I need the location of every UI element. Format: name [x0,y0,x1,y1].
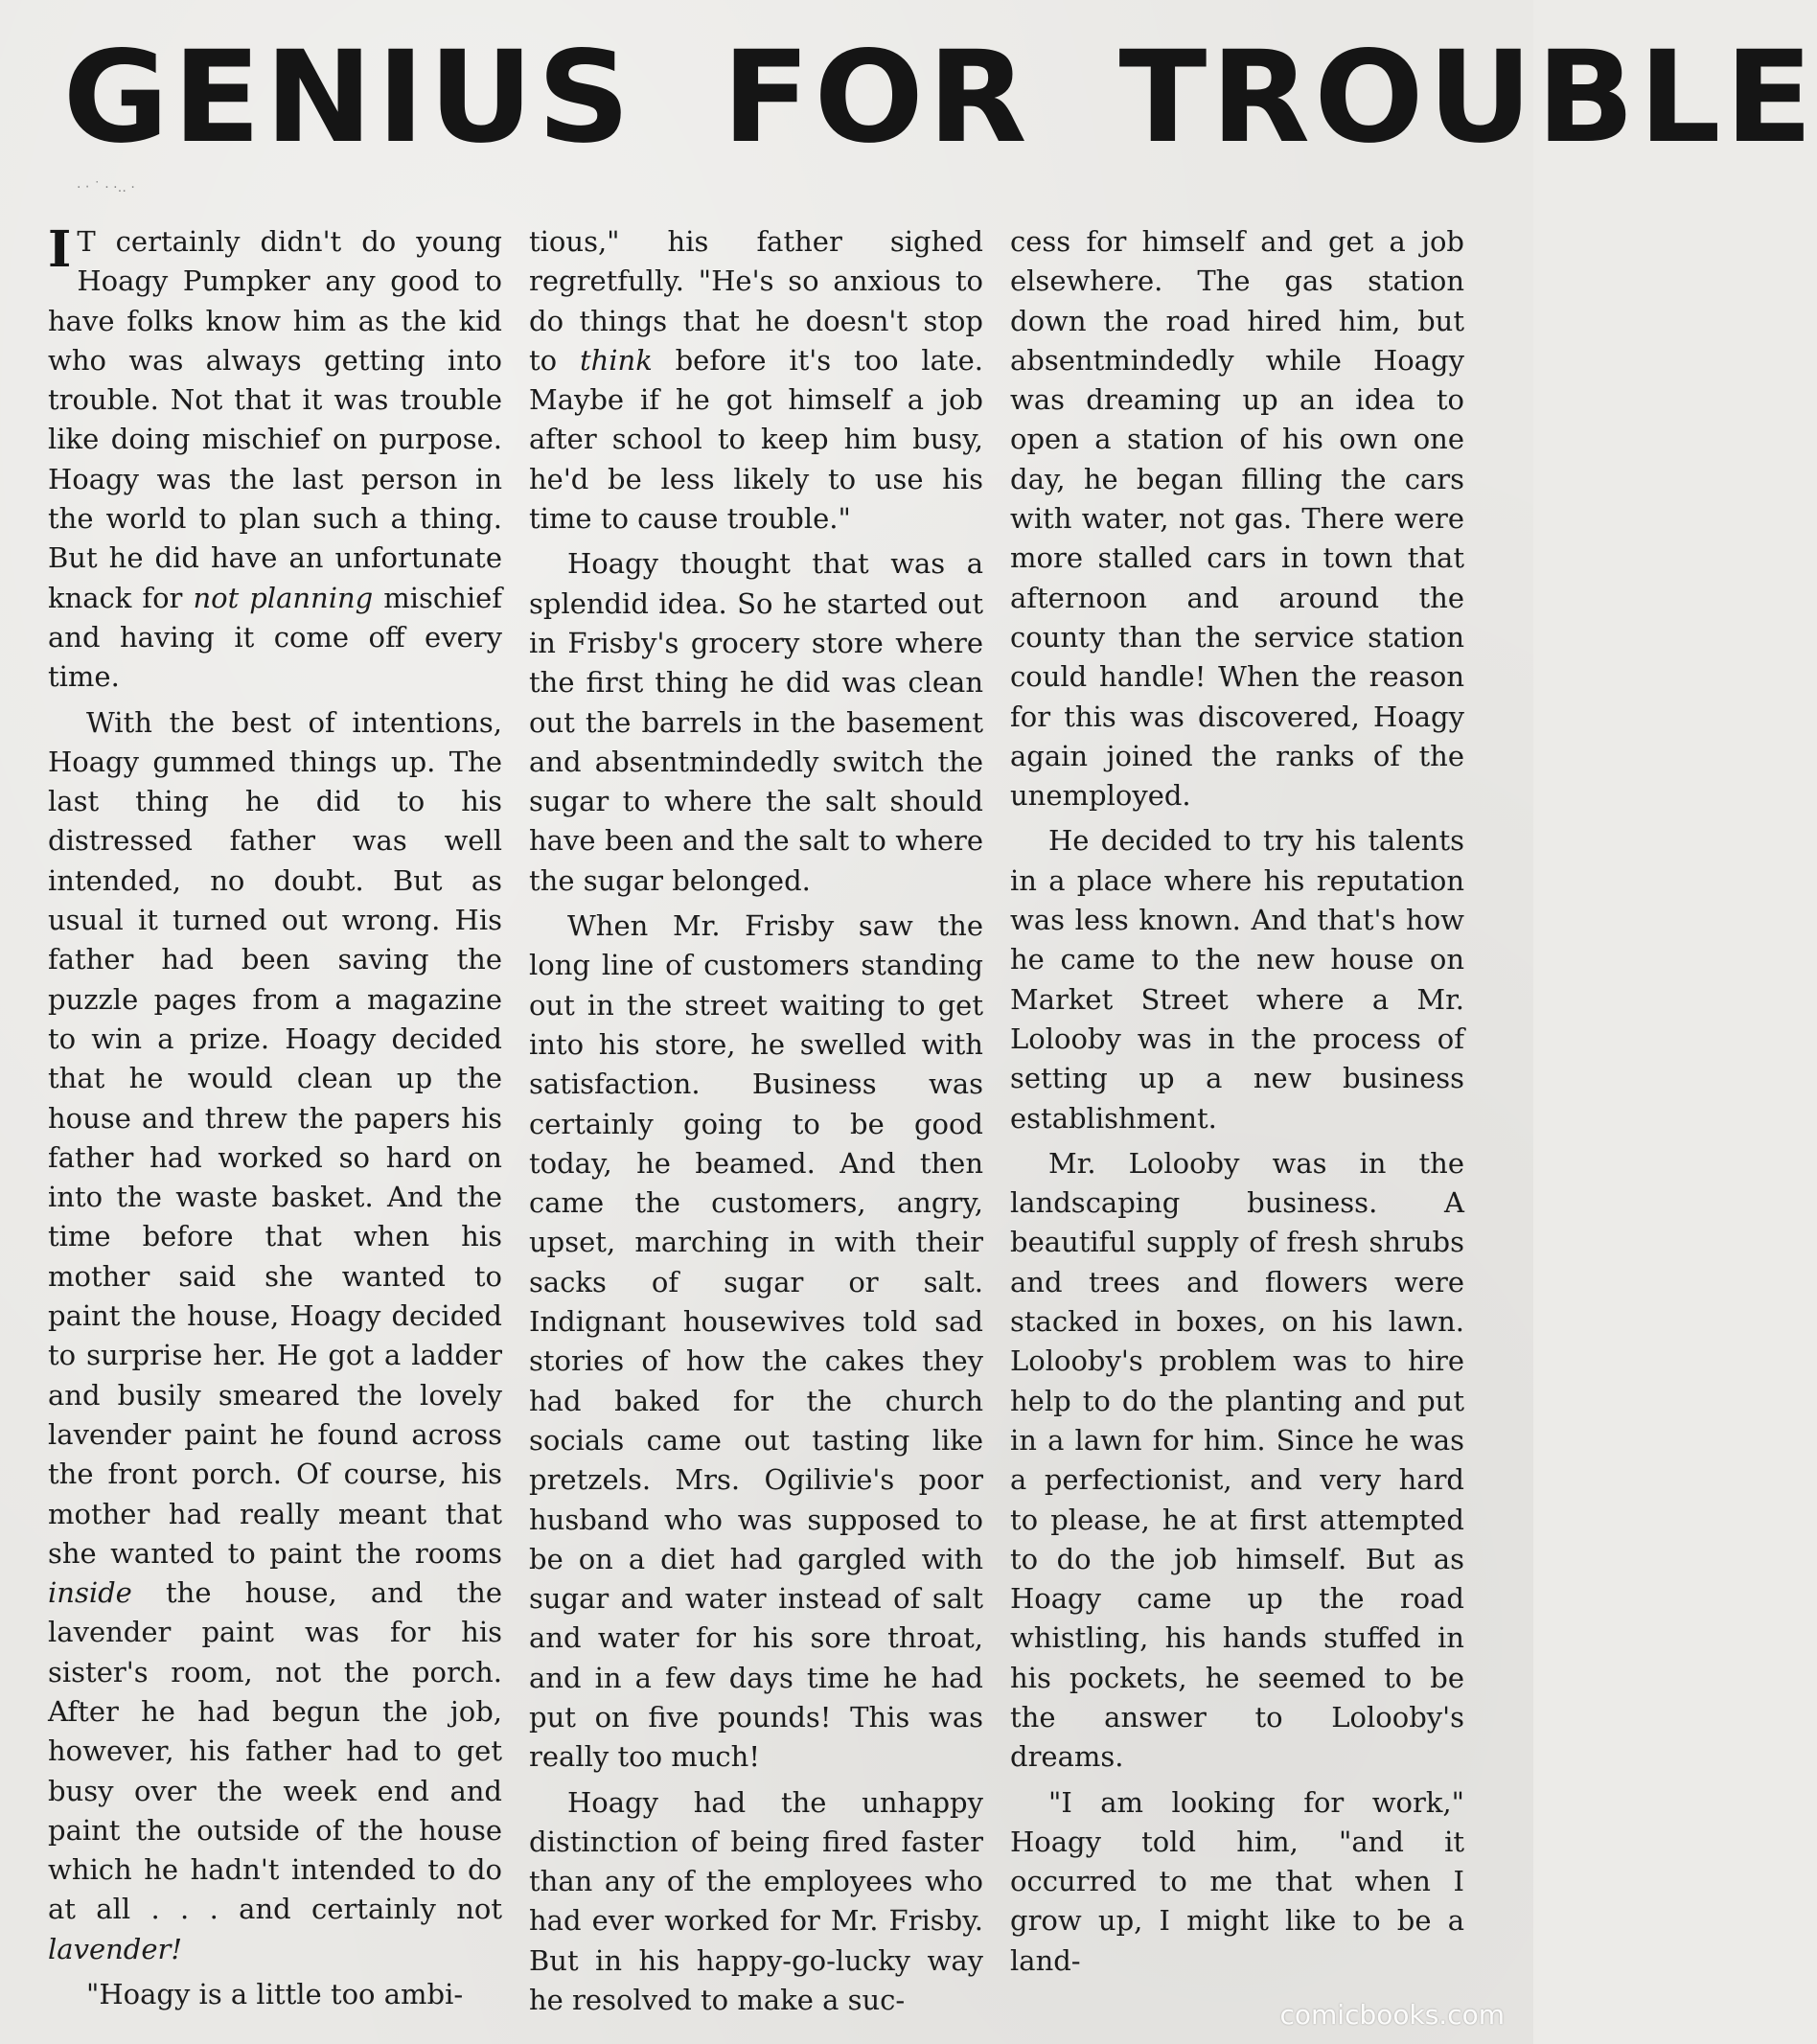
paragraph-text: mischief and having it come off every time. [48,581,502,694]
paragraph-text: tious," his father sighed regretfully. "He's so anxious to do things that he doesn't stop to [529,225,983,377]
headline: GENIUS FOR TROUBLE [62,24,1817,172]
print-specks: · ‧ ˙ · ·‥ · [77,180,135,195]
paragraph-2: He decided to try his talents in a place where his reputation was less known. And that's how he came to the new house on Market Street where a Mr. Lolooby was in the process of setting up a new business establishment. [1010,824,1464,1135]
paragraph-1 [48,222,502,698]
paragraph-2 [48,703,502,1970]
emphasis-text: think [579,343,653,377]
text-column-3 [1010,222,1464,1976]
paragraph-4: "I am looking for work," Hoagy told him, "and it occurred to me that when I grow up, I might like to be a land- [1010,1785,1464,1977]
paragraph-3: Mr. Lolooby was in the landscaping business. A beautiful supply of fresh shrubs and trees and flowers were stacked in boxes, on his lawn. Lolooby's problem was to hire help to do the planting and put in a lawn for him. Since he was a perfectionist, and very hard to please, he at first attempted to do the job himself. But as Hoagy came up the road whistling, his hands stuffed in his pockets, he seemed to be the answer to Lolooby's dreams. [1010,1146,1464,1774]
drop-cap: I [48,220,72,279]
emphasis-text: lavender! [48,1932,183,1965]
paragraph-4: Hoagy had the unhappy distinction of being fired faster than any of the employees who had ever worked for Mr. Frisby. But in his happy-go-lucky way he resolved to make a suc- [529,1785,983,2017]
emphasis-text: inside [48,1576,132,1610]
paragraph-text: the house, and the lavender paint was for his sister's room, not the porch. After he had begun the job, however, his father had to get busy over the week end and paint the outside of the house which he hadn't intended to do at all . . . and certainly not [48,1576,502,1926]
paragraph-1: cess for himself and get a job elsewhere. The gas station down the road hired him, but absentmindedly while Hoagy was dreaming up an idea to open a station of his own one day, he began filling the cars with water, not gas. There were more stalled cars in town that afternoon and around the county than the service station could handle! When the reason for this was discovered, Hoagy again joined the ranks of the unemployed. [1010,225,1464,813]
paragraph-text: before it's too late. Maybe if he got himself a job after school to keep him busy, he'd be less likely to use his time to cause trouble." [529,343,983,536]
emphasis-text: not planning [193,581,374,614]
paragraph-1 [529,222,983,539]
text-column-2 [529,222,983,2017]
paragraph-2: Hoagy thought that was a splendid idea. So he started out in Frisby's grocery store where the first thing he did was clean out the barrels in the basement and absentmindedly switch the sugar to where the salt should have been and the salt to where the sugar belonged. [529,547,983,897]
paragraph-text: T certainly didn't do young Hoagy Pumpker any good to have folks know him as the kid who was always getting into trouble. Not that it was trouble like doing mischief on purpose. Hoagy was the last person in the world to plan such a thing. But he did have an unfortunate knack for [48,225,502,614]
watermark: comicbooks.com [1279,1999,1505,2031]
paragraph-text: With the best of intentions, Hoagy gummed things up. The last thing he did to his distressed father was well intended, no doubt. But as usual it turned out wrong. His father had been saving the puzzle pages from a magazine to win a prize. Hoagy decided that he would clean up the house and threw the papers his father had worked so hard on into the waste basket. And the time before that when his mother said she wanted to paint the house, Hoagy decided to surprise her. He got a ladder and busily smeared the lovely lavender paint he found across the front porch. Of course, his mother had really meant that she wanted to paint the rooms [48,705,502,1570]
paragraph-3: When Mr. Frisby saw the long line of customers standing out in the street waiting to get into his store, he swelled with satisfaction. Business was certainly going to be good today, he beamed. And then came the customers, angry, upset, marching in with their sacks of sugar or salt. Indignant housewives told sad stories of how the cakes they had baked for the church socials came out tasting like pretzels. Mrs. Ogilivie's poor husband who was supposed to be on a diet had gargled with sugar and water instead of salt and water for his sore throat, and in a few days time he had put on five pounds! This was really too much! [529,909,983,1774]
text-column-1 [48,220,502,2011]
paragraph-3: "Hoagy is a little too ambi- [86,1978,464,2011]
